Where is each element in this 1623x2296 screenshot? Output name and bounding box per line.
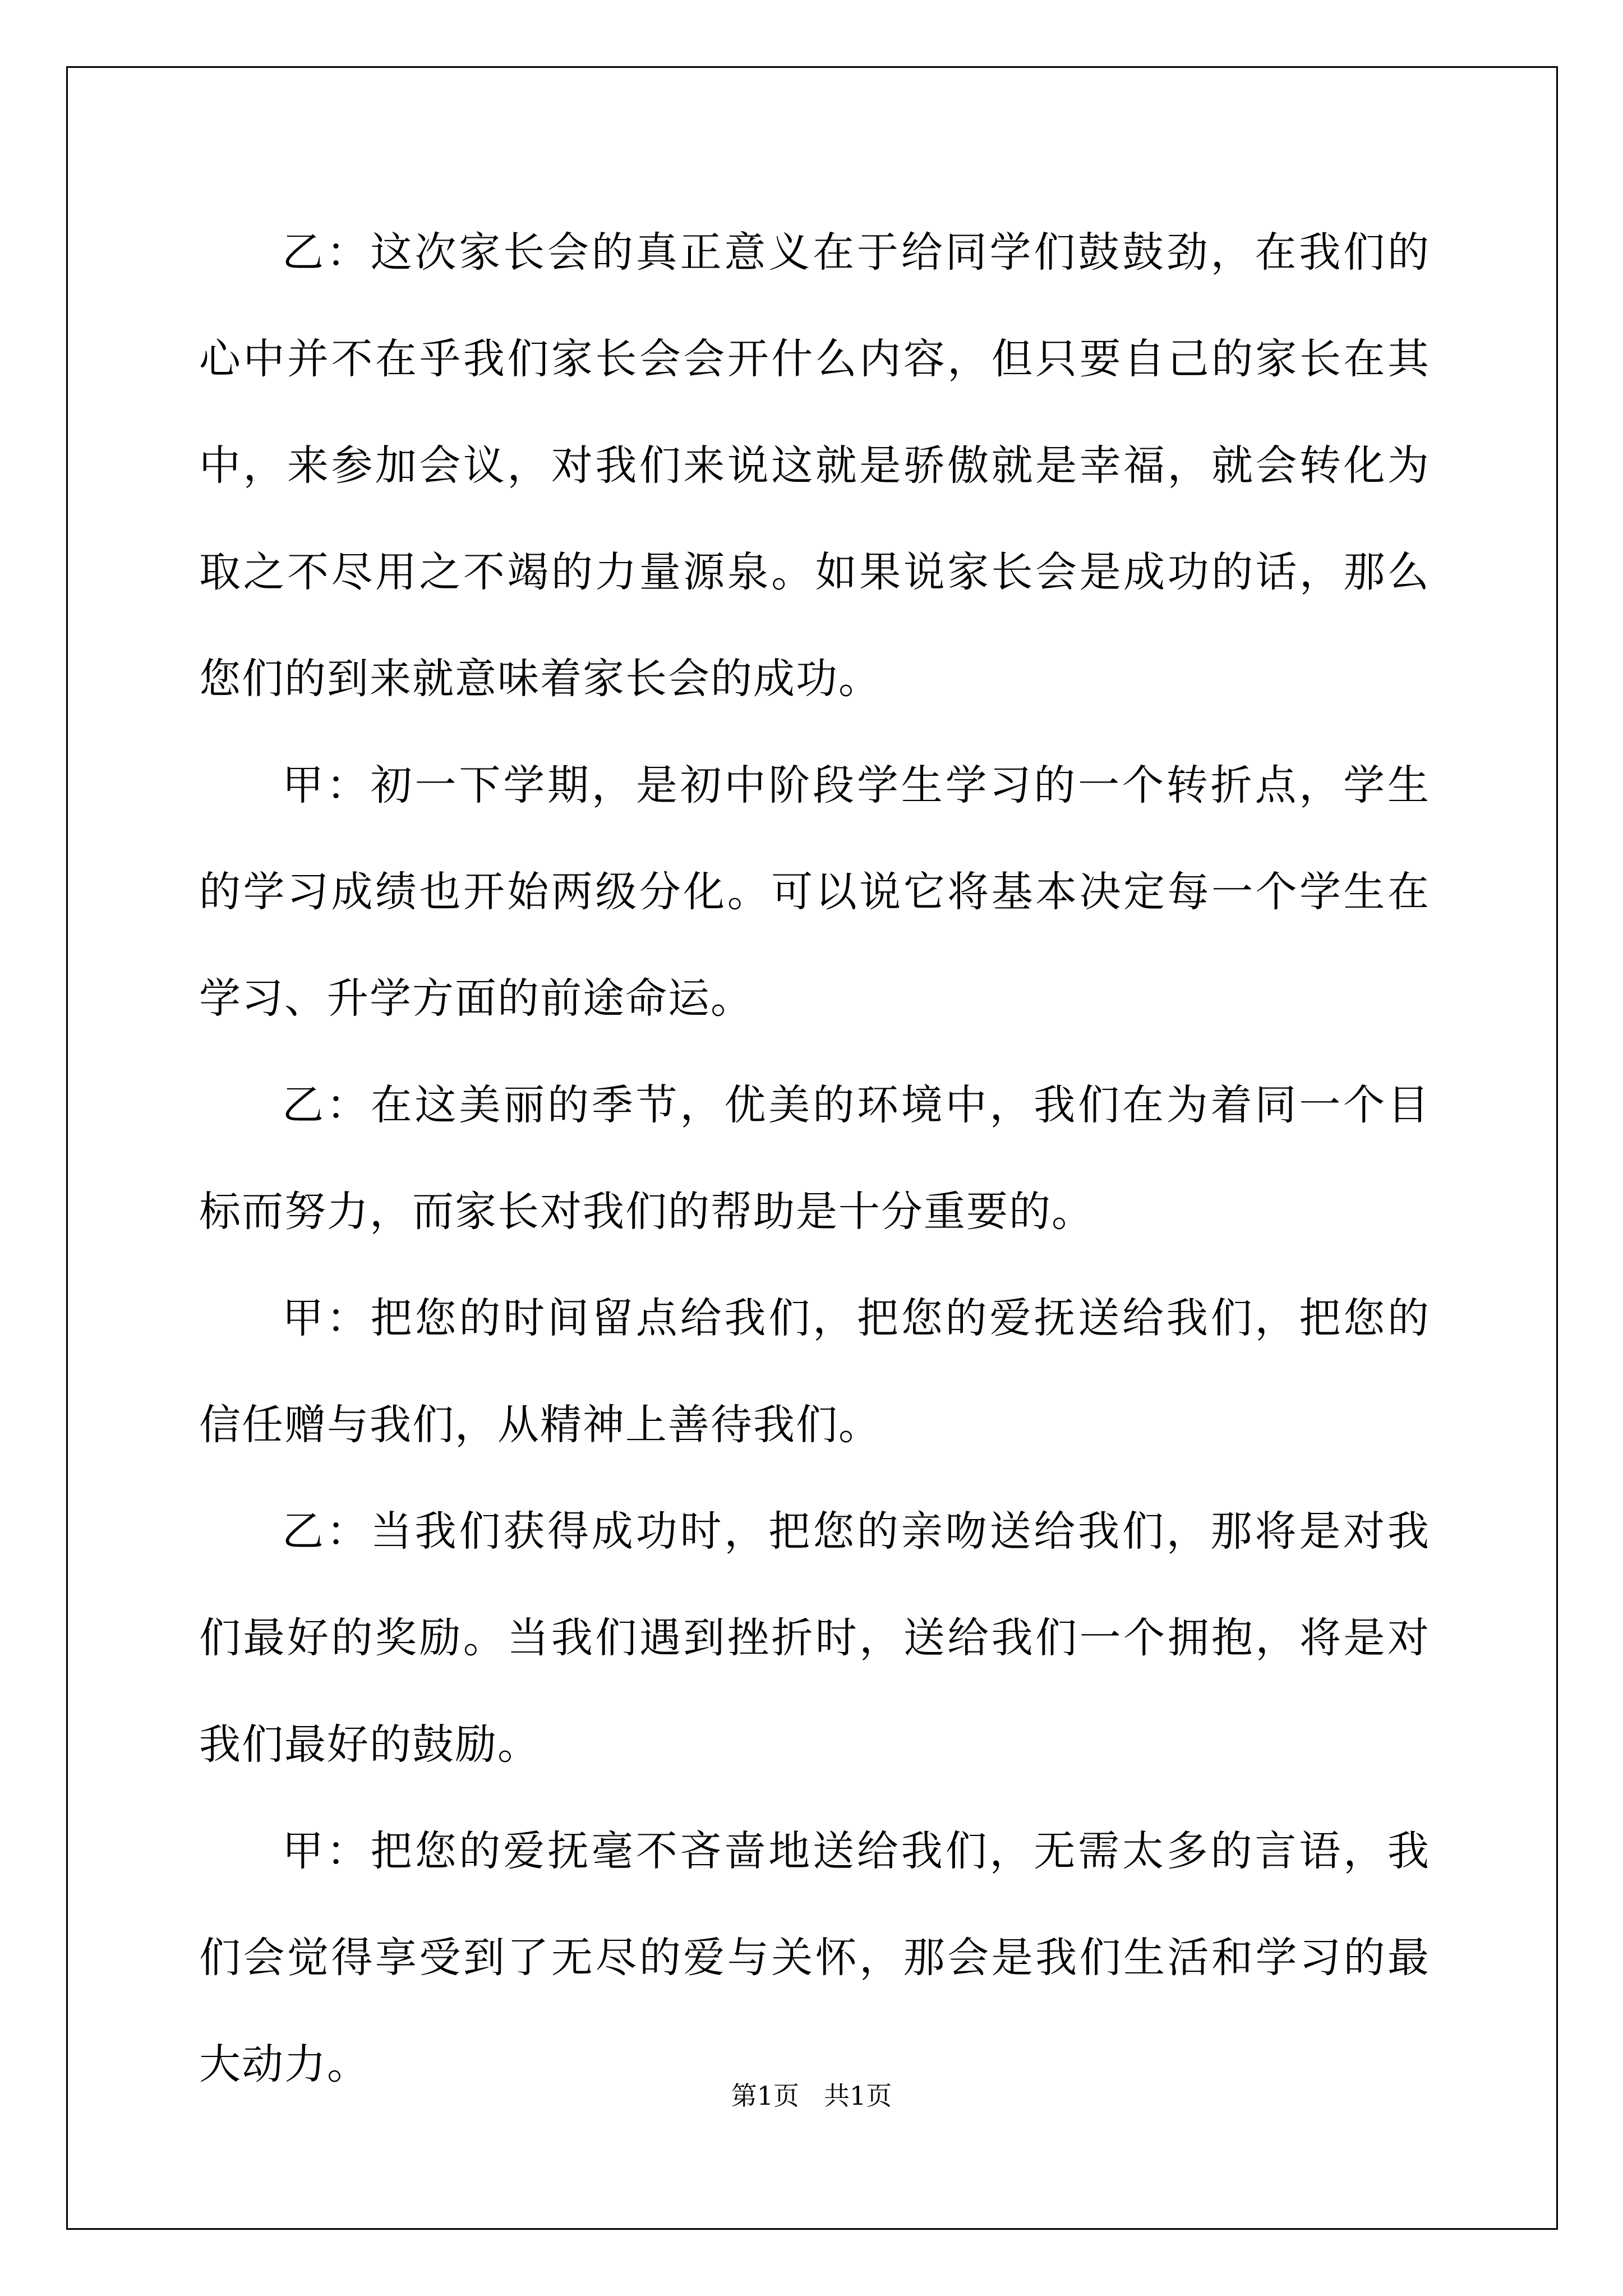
page-number: 第1页 (731, 2081, 800, 2111)
paragraph-1: 乙：这次家长会的真正意义在于给同学们鼓鼓劲，在我们的心中并不在乎我们家长会会开什么内容，但只要自己的家长在其中，来参加会议，对我们来说这就是骄傲就是幸福，就会转化为取之不尽用之不竭的力量源泉。如果说家长会是成功的话，那么您们的到来就意味着家长会的成功。 (199, 228, 1430, 703)
document-body (199, 199, 1430, 2118)
paragraph-3: 乙：在这美丽的季节，优美的环境中，我们在为着同一个目标而努力，而家长对我们的帮助是十分重要的。 (199, 1081, 1430, 1236)
page-total: 共1页 (823, 2081, 892, 2111)
paragraph-2: 甲：初一下学期，是初中阶段学生学习的一个转折点，学生的学习成绩也开始两级分化。可以说它将基本决定每一个学生在学习、升学方面的前途命运。 (199, 761, 1430, 1023)
paragraph-5: 乙：当我们获得成功时，把您的亲吻送给我们，那将是对我们最好的奖励。当我们遇到挫折时，送给我们一个拥抱，将是对我们最好的鼓励。 (199, 1507, 1430, 1769)
paragraph-6: 甲：把您的爱抚毫不吝啬地送给我们，无需太多的言语，我们会觉得享受到了无尽的爱与关怀，那会是我们生活和学习的最大动力。 (199, 1827, 1430, 2088)
page-footer (0, 2076, 1623, 2113)
paragraph-4: 甲：把您的时间留点给我们，把您的爱抚送给我们，把您的信任赠与我们，从精神上善待我们。 (199, 1294, 1430, 1449)
